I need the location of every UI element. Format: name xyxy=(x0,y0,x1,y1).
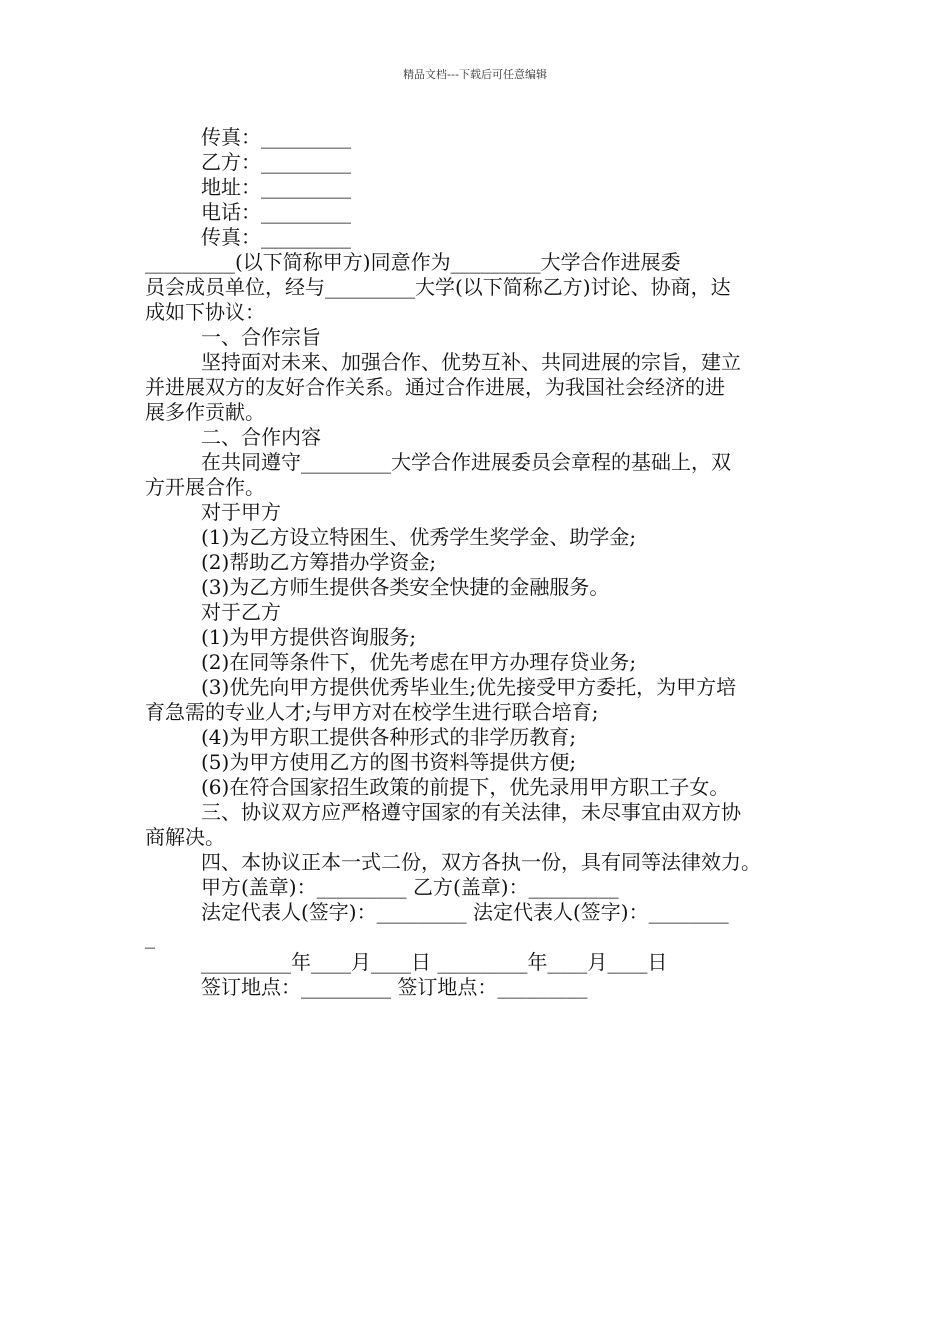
purpose-line-3: 展多作贡献。 xyxy=(145,400,265,424)
fax-line-2: 传真：_________ xyxy=(201,225,351,249)
phone-line: 电话：_________ xyxy=(201,200,351,224)
intro-line-3: 成如下协议： xyxy=(145,300,265,324)
party-a-item-1: (1)为乙方设立特困生、优秀学生奖学金、助学金; xyxy=(201,525,637,549)
seal-line: 甲方(盖章)：_________ 乙方(盖章)：_________ xyxy=(201,875,619,899)
purpose-line-1: 坚持面对未来、加强合作、优势互补、共同进展的宗旨，建立 xyxy=(201,350,741,374)
wrap-underscore: _ xyxy=(145,925,155,949)
party-b-item-5: (5)为甲方使用乙方的图书资料等提供方便; xyxy=(201,750,577,774)
subheading-party-a: 对于甲方 xyxy=(201,500,281,524)
party-b-item-4: (4)为甲方职工提供各种形式的非学历教育; xyxy=(201,725,577,749)
fax-line-1: 传真：_________ xyxy=(201,125,351,149)
signing-place-line: 签订地点：_________ 签订地点：_________ xyxy=(201,975,588,999)
subheading-party-b: 对于乙方 xyxy=(201,600,281,624)
party-b-item-1: (1)为甲方提供咨询服务; xyxy=(201,625,417,649)
clause-four: 四、本协议正本一式二份，双方各执一份，具有同等法律效力。 xyxy=(201,850,761,874)
representative-signature-line: 法定代表人(签字)：_________ 法定代表人(签字)：________ xyxy=(201,900,729,924)
party-b-line: 乙方：_________ xyxy=(201,150,351,174)
intro-line-2: 员会成员单位，经与_________大学(以下简称乙方)讨论、协商，达 xyxy=(145,275,731,299)
party-b-item-2: (2)在同等条件下，优先考虑在甲方办理存贷业务; xyxy=(201,650,637,674)
party-a-item-2: (2)帮助乙方筹措办学资金; xyxy=(201,550,437,574)
clause-three-line-1: 三、协议双方应严格遵守国家的有关法律，未尽事宜由双方协 xyxy=(201,800,741,824)
content-line-2: 方开展合作。 xyxy=(145,475,265,499)
intro-line-1: _________(以下简称甲方)同意作为_________大学合作进展委 xyxy=(145,250,681,274)
purpose-line-2: 并进展双方的友好合作关系。通过合作进展，为我国社会经济的进 xyxy=(145,375,725,399)
date-line: _________年____月____日 _________年____月____日 xyxy=(201,950,668,974)
party-a-item-3: (3)为乙方师生提供各类安全快捷的金融服务。 xyxy=(201,575,610,599)
section-heading-purpose: 一、合作宗旨 xyxy=(201,325,321,349)
content-line-1: 在共同遵守_________大学合作进展委员会章程的基础上，双 xyxy=(201,450,731,474)
address-line: 地址：_________ xyxy=(201,175,351,199)
section-heading-content: 二、合作内容 xyxy=(201,425,321,449)
party-b-item-3-cont: 育急需的专业人才;与甲方对在校学生进行联合培育; xyxy=(145,700,599,724)
clause-three-line-2: 商解决。 xyxy=(145,825,225,849)
party-b-item-3: (3)优先向甲方提供优秀毕业生;优先接受甲方委托，为甲方培 xyxy=(201,675,737,699)
document-header-banner: 精品文档---下载后可任意编辑 xyxy=(403,68,547,81)
party-b-item-6: (6)在符合国家招生政策的前提下，优先录用甲方职工子女。 xyxy=(201,775,730,799)
